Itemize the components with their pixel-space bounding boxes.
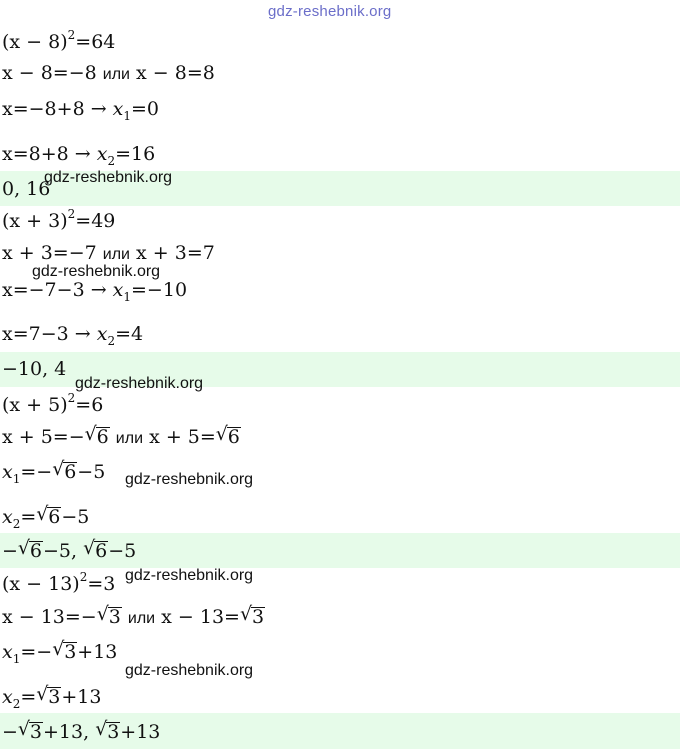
cases-3: x + 5=−√ 6 или x + 5=√ 6	[2, 427, 241, 447]
sqrt-6-b: √ 6	[216, 427, 241, 447]
equation-4: $(x - 13)^2=3$	[2, 570, 116, 595]
root-4-x1: $x_1=-√$ 3+13	[2, 642, 117, 662]
watermark-2: gdz-reshebnik.org	[32, 263, 161, 280]
cases-2: x + 3=−7 или x + 3=7	[2, 242, 215, 264]
sqrt-6-x1: √ 6	[52, 462, 77, 482]
sqrt-6-x2: √ 6	[36, 507, 61, 527]
sqrt-3-b: √ 3	[240, 607, 265, 627]
answer-2: −10, 4	[2, 358, 67, 380]
root-1-x2: $x=8+8 \to x_2=16$	[2, 143, 156, 168]
watermark-3: gdz-reshebnik.org	[75, 375, 204, 392]
watermark-top: gdz-reshebnik.org	[268, 3, 392, 20]
sqrt-3-x2: √ 3	[36, 687, 61, 707]
sqrt-6-a: √ 6	[85, 427, 110, 447]
sqrt-3-a: √ 3	[97, 607, 122, 627]
equation-1: $(x - 8)^2=64$	[2, 28, 116, 53]
watermark-1: gdz-reshebnik.org	[44, 169, 173, 186]
root-3-x1: $x_1=-√$ 6−5	[2, 462, 105, 482]
watermark-5: gdz-reshebnik.org	[125, 567, 254, 584]
watermark-4: gdz-reshebnik.org	[125, 471, 254, 488]
equation-3: $(x + 5)^2=6$	[2, 391, 104, 416]
sqrt-3-x1: √ 3	[52, 642, 77, 662]
equation-2: $(x + 3)^2=49$	[2, 207, 116, 232]
answer-4: −√ 3+13, √ 3+13	[2, 722, 160, 742]
root-2-x2: $x=7-3 \to x_2=4$	[2, 323, 144, 348]
root-2-x1: $x=-7-3 \to x_1=-10$	[2, 279, 188, 304]
answer-1: 0, 16	[2, 178, 51, 200]
root-3-x2: $x_2=√$ 6−5	[2, 507, 89, 527]
root-1-x1: $x=-8+8 \to x_1=0$	[2, 98, 160, 123]
cases-4: x − 13=−√ 3 или x − 13=√ 3	[2, 607, 265, 627]
watermark-6: gdz-reshebnik.org	[125, 662, 254, 679]
answer-3: −√ 6−5, √ 6−5	[2, 541, 136, 561]
root-4-x2: $x_2=√$ 3+13	[2, 687, 101, 707]
cases-1: x − 8=−8 или x − 8=8	[2, 62, 215, 84]
